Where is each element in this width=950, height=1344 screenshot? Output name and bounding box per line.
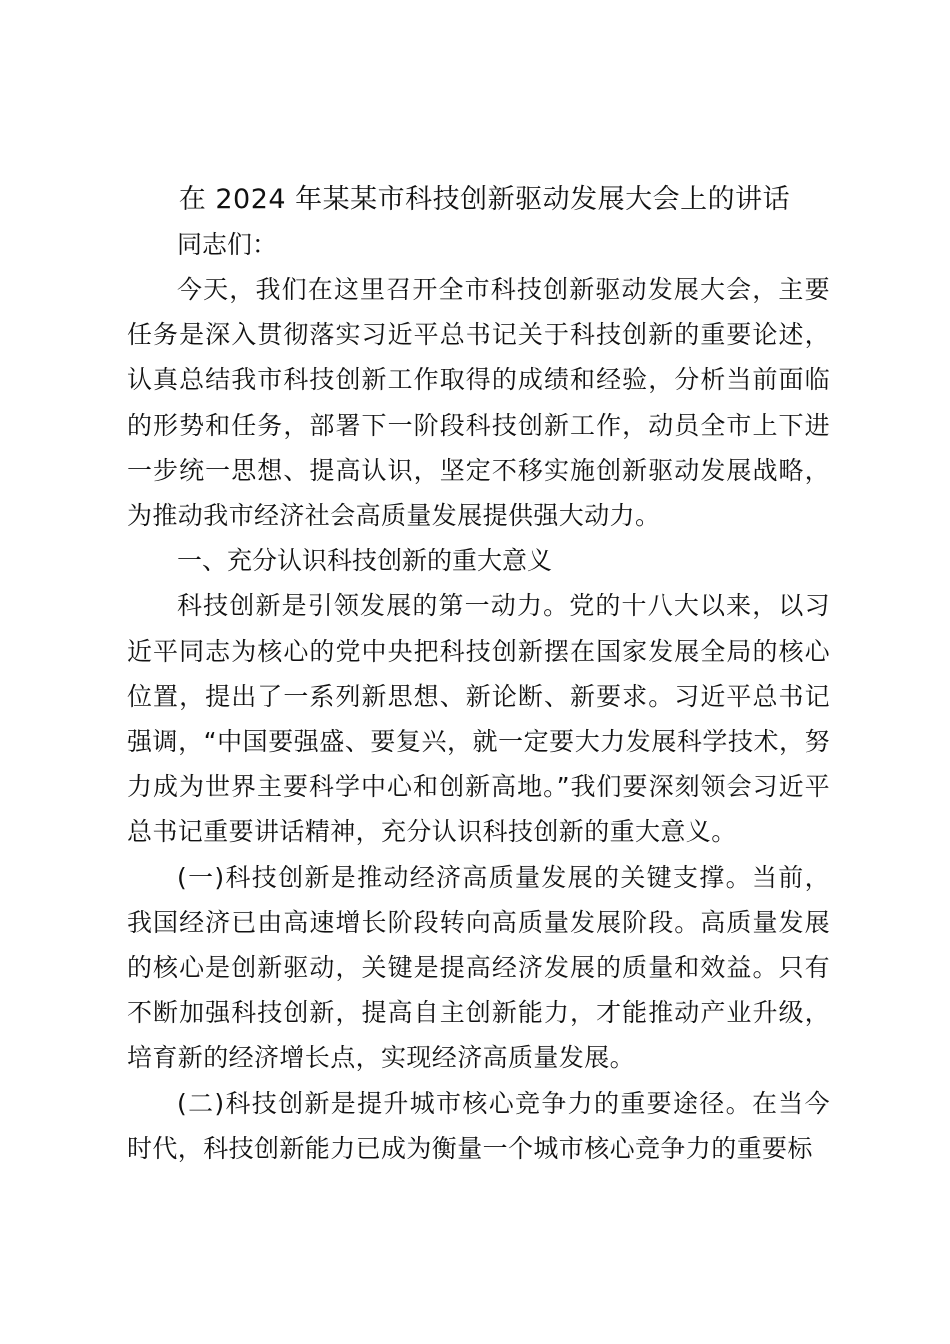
paragraph-significance: 科技创新是引领发展的第一动力。党的十八大以来，以习近平同志为核心的党中央把科技创新摆在国家发展全局的核心位置，提出了一系列新思想、新论断、新要求。习近平总书记强调，“中国要强盛、要复兴，就一定要大力发展科学技术，努力成为世界主要科学中心和创新高地。”我们要深刻领会习近平总书记重要讲话精神，充分认识科技创新的重大意义。	[127, 591, 830, 847]
paragraph-point-2: (二)科技创新是提升城市核心竞争力的重要途径。在当今时代，科技创新能力已成为衡量一个城市核心竞争力的重要标	[127, 1088, 830, 1163]
paragraph-point-1: (一)科技创新是推动经济高质量发展的关键支撑。当前，我国经济已由高速增长阶段转向高质量发展阶段。高质量发展的核心是创新驱动，关键是提高经济发展的质量和效益。只有不断加强科技创新，提高自主创新能力，才能推动产业升级，培育新的经济增长点，实现经济高质量发展。	[127, 862, 830, 1073]
salutation: 同志们：	[177, 230, 278, 259]
section-heading-1: 一、充分认识科技创新的重大意义	[177, 546, 553, 576]
paragraph-intro: 今天，我们在这里召开全市科技创新驱动发展大会，主要任务是深入贯彻落实习近平总书记关于科技创新的重要论述，认真总结我市科技创新工作取得的成绩和经验，分析当前面临的形势和任务，部署下一阶段科技创新工作，动员全市上下进一步统一思想、提高认识，坚定不移实施创新驱动发展战略，为推动我市经济社会高质量发展提供强大动力。	[127, 275, 830, 531]
document-title: 在 2024 年某某市科技创新驱动发展大会上的讲话	[178, 184, 791, 215]
